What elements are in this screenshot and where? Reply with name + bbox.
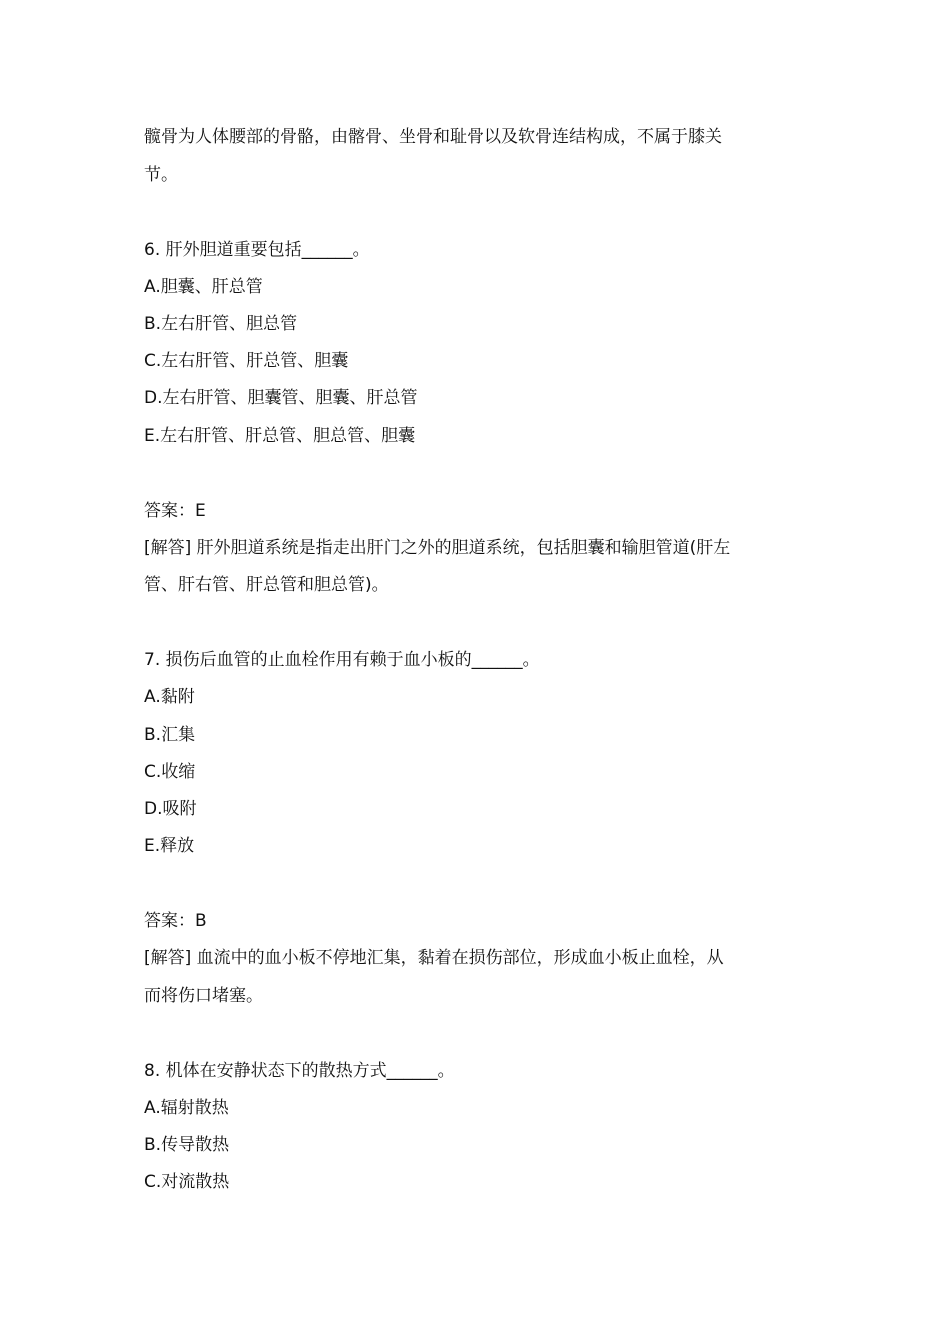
q5-explanation-line2: 节。: [144, 165, 178, 185]
q7-question: 7. 损伤后血管的止血栓作用有赖于血小板的______。: [144, 650, 540, 670]
q8-option-c: C.对流散热: [144, 1172, 230, 1192]
q7-explanation-line2: 而将伤口堵塞。: [144, 986, 263, 1006]
q7-option-c: C.收缩: [144, 762, 196, 782]
q8-question: 8. 机体在安静状态下的散热方式______。: [144, 1061, 455, 1081]
q6-option-b: B.左右肝管、胆总管: [144, 314, 298, 334]
q6-answer: 答案：E: [144, 501, 206, 521]
q7-option-e: E.释放: [144, 836, 195, 856]
q6-option-d: D.左右肝管、胆囊管、胆囊、肝总管: [144, 388, 418, 408]
q6-explanation-line1: [解答] 肝外胆道系统是指走出肝门之外的胆道系统，包括胆囊和输胆管道(肝左: [144, 538, 731, 558]
q6-option-a: A.胆囊、肝总管: [144, 277, 263, 297]
q6-option-c: C.左右肝管、肝总管、胆囊: [144, 351, 349, 371]
q7-answer: 答案：B: [144, 911, 207, 931]
q6-explanation-line2: 管、肝右管、肝总管和胆总管)。: [144, 575, 389, 595]
q7-option-a: A.黏附: [144, 687, 195, 707]
q7-option-b: B.汇集: [144, 725, 196, 745]
q8-option-b: B.传导散热: [144, 1135, 230, 1155]
q6-question: 6. 肝外胆道重要包括______。: [144, 240, 370, 260]
q5-explanation-line1: 髋骨为人体腰部的骨骼，由髂骨、坐骨和耻骨以及软骨连结构成，不属于膝关: [144, 127, 722, 147]
q7-explanation-line1: [解答] 血流中的血小板不停地汇集，黏着在损伤部位，形成血小板止血栓，从: [144, 948, 724, 968]
q8-option-a: A.辐射散热: [144, 1098, 229, 1118]
q7-option-d: D.吸附: [144, 799, 197, 819]
q6-option-e: E.左右肝管、肝总管、胆总管、胆囊: [144, 426, 416, 446]
